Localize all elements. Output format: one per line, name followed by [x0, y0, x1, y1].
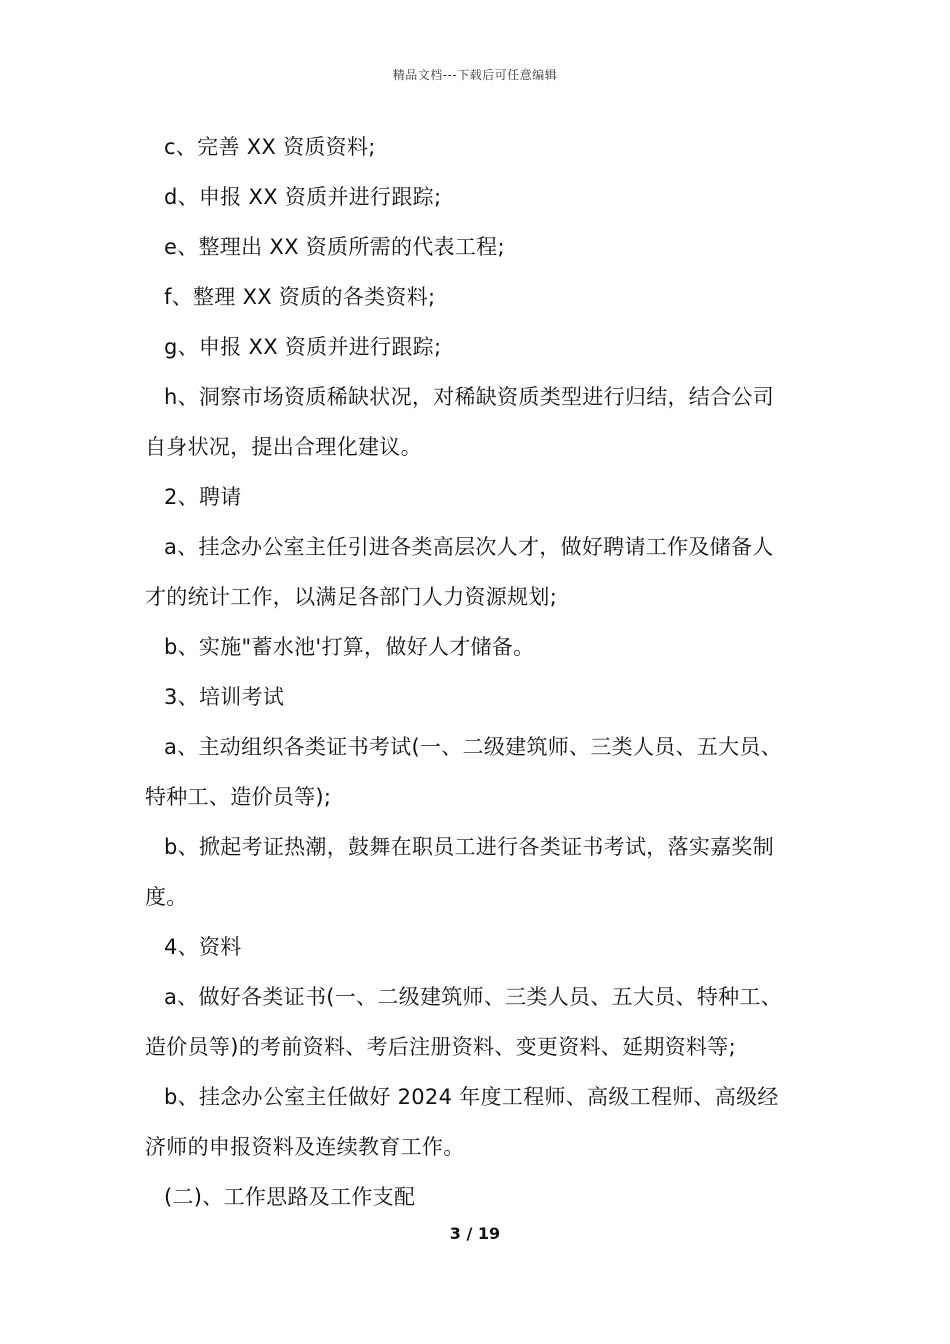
- text-line: e、整理出 XX 资质所需的代表工程;: [164, 235, 505, 259]
- text-line: f、整理 XX 资质的各类资料;: [164, 285, 436, 309]
- document-body: [145, 126, 825, 1226]
- text-line: 特种工、造价员等);: [145, 785, 332, 809]
- page-number: 3 / 19: [449, 1224, 501, 1243]
- text-line: b、挂念办公室主任做好 2024 年度工程师、高级工程师、高级经: [164, 1085, 779, 1109]
- text-line: b、实施"蓄水池'打算，做好人才储备。: [164, 635, 535, 659]
- text-line: a、主动组织各类证书考试(一、二级建筑师、三类人员、五大员、: [164, 735, 783, 759]
- text-line: g、申报 XX 资质并进行跟踪;: [164, 335, 442, 359]
- text-line: 才的统计工作，以满足各部门人力资源规划;: [145, 585, 558, 609]
- text-line: d、申报 XX 资质并进行跟踪;: [164, 185, 442, 209]
- text-line: (二)、工作思路及工作支配: [164, 1185, 416, 1209]
- text-line: 造价员等)的考前资料、考后注册资料、变更资料、延期资料等;: [145, 1035, 736, 1059]
- page-header: 精品文档---下载后可任意编辑: [392, 68, 558, 82]
- text-line: 济师的申报资料及连续教育工作。: [145, 1135, 465, 1159]
- text-line: a、做好各类证书(一、二级建筑师、三类人员、五大员、特种工、: [164, 985, 783, 1009]
- text-line: b、掀起考证热潮，鼓舞在职员工进行各类证书考试，落实嘉奖制: [164, 835, 775, 859]
- text-line: c、完善 XX 资质资料;: [164, 135, 376, 159]
- text-line: 3、培训考试: [164, 685, 285, 709]
- text-line: 2、聘请: [164, 485, 242, 509]
- text-line: a、挂念办公室主任引进各类高层次人才，做好聘请工作及储备人: [164, 535, 774, 559]
- text-line: h、洞察市场资质稀缺状况，对稀缺资质类型进行归结，结合公司: [164, 385, 775, 409]
- text-line: 自身状况，提出合理化建议。: [145, 435, 422, 459]
- text-line: 4、资料: [164, 935, 242, 959]
- text-line: 度。: [145, 885, 188, 909]
